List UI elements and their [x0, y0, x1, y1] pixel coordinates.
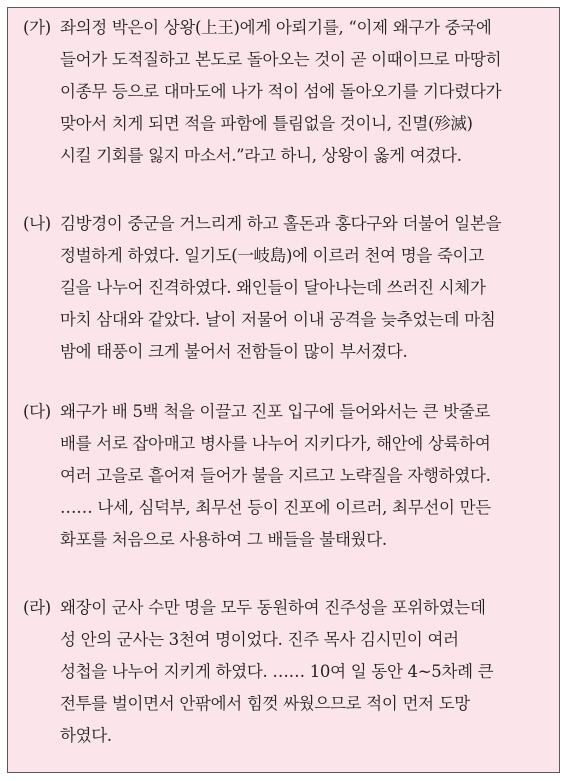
paragraph-text: 이종무 등으로 대마도에 나가 적이 섬에 돌아오기를 기다렸다가 — [60, 82, 502, 101]
paragraph-text: 맞아서 치게 되면 적을 파함에 틀림없을 것이니, 진멸(殄滅) — [60, 114, 473, 133]
paragraph-label: (라) — [23, 598, 51, 617]
paragraph-text: 왜장이 군사 수만 명을 모두 동원하여 진주성을 포위하였는데 — [60, 598, 486, 617]
paragraph-text: …… 나세, 심덕부, 최무선 등이 진포에 이르러, 최무선이 만든 — [60, 498, 491, 517]
paragraph-text: 하였다. — [60, 726, 112, 745]
paragraph-label: (나) — [23, 214, 51, 233]
paragraph-text: 배를 서로 잡아매고 병사를 나누어 지키다가, 해안에 상륙하여 — [60, 434, 491, 453]
paragraph-text: 밤에 태풍이 크게 불어서 전함들이 많이 부서졌다. — [60, 342, 408, 361]
paragraph-text: 시킬 기회를 잃지 마소서.”라고 하니, 상왕이 옳게 여겼다. — [60, 146, 462, 165]
passage-box — [7, 7, 560, 773]
paragraph-text: 길을 나누어 진격하였다. 왜인들이 달아나는데 쓰러진 시체가 — [60, 278, 486, 297]
paragraph-text: 들어가 도적질하고 본도로 돌아오는 것이 곧 이때이므로 마땅히 — [60, 50, 502, 69]
paragraph-text: 전투를 벌이면서 안팎에서 힘껏 싸웠으므로 적이 먼저 도망 — [60, 694, 470, 713]
paragraph-text: 화포를 처음으로 사용하여 그 배들을 불태웠다. — [60, 530, 387, 549]
paragraph-text: 왜구가 배 5백 척을 이끌고 진포 입구에 들어와서는 큰 밧줄로 — [60, 402, 491, 421]
paragraph-text: 정벌하게 하였다. 일기도(一岐島)에 이르러 천여 명을 죽이고 — [60, 246, 484, 265]
paragraph-text: 좌의정 박은이 상왕(上王)에게 아뢰기를, “이제 왜구가 중국에 — [60, 18, 492, 37]
paragraph-text: 여러 고을로 흩어져 들어가 불을 지르고 노략질을 자행하였다. — [60, 466, 491, 485]
paragraph-text: 마치 삼대와 같았다. 날이 저물어 이내 공격을 늦추었는데 마침 — [60, 310, 496, 329]
paragraph-label: (다) — [23, 402, 51, 421]
paragraph-label: (가) — [23, 18, 51, 37]
paragraph-text: 김방경이 중군을 거느리게 하고 홀돈과 홍다구와 더불어 일본을 — [60, 214, 502, 233]
paragraph-text: 성 안의 군사는 3천여 명이었다. 진주 목사 김시민이 여러 — [60, 630, 459, 649]
paragraph-text: 성첩을 나누어 지키게 하였다. …… 10여 일 동안 4~5차례 큰 — [60, 662, 494, 681]
